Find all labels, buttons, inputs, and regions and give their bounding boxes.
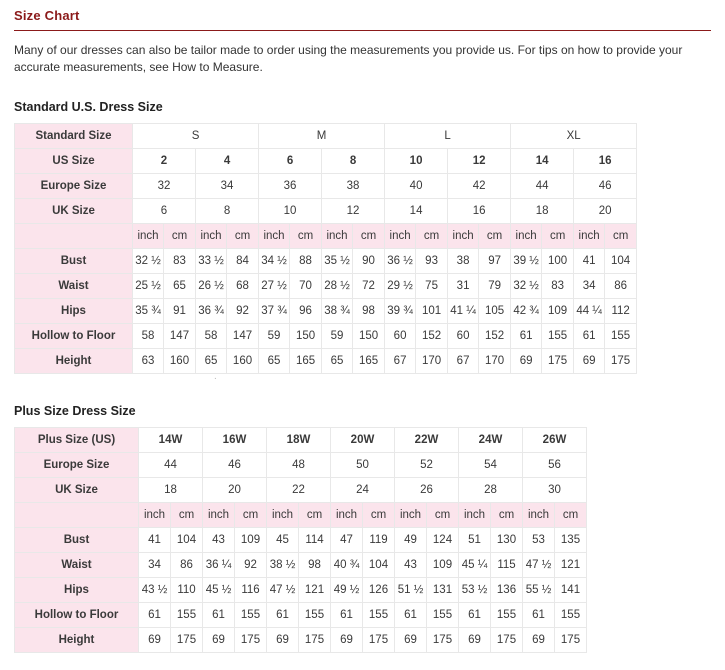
cell: 14W: [139, 428, 203, 453]
cell: 114: [299, 528, 331, 553]
cell: 69: [331, 628, 363, 653]
cell: 18W: [267, 428, 331, 453]
cell: 14: [385, 199, 448, 224]
cell: 31: [448, 274, 479, 299]
cell: 26W: [523, 428, 587, 453]
table-row: [15, 553, 587, 578]
cell: 69: [511, 349, 542, 374]
cell: 69: [459, 628, 491, 653]
cell: 155: [542, 324, 574, 349]
cell: 12: [448, 149, 511, 174]
cell: 22: [267, 478, 331, 503]
cell-unit: cm: [290, 224, 322, 249]
cell: 101: [416, 299, 448, 324]
cell: 18: [139, 478, 203, 503]
row-label-europe-size: Europe Size: [15, 453, 139, 478]
cell: 41 ¼: [448, 299, 479, 324]
cell-unit: cm: [479, 224, 511, 249]
cell: 93: [416, 249, 448, 274]
cell-unit: inch: [511, 224, 542, 249]
cell: 135: [555, 528, 587, 553]
cell: 105: [479, 299, 511, 324]
table-row: [15, 149, 637, 174]
cell: 126: [363, 578, 395, 603]
row-label-uk-size: UK Size: [15, 199, 133, 224]
cell: 61: [267, 603, 299, 628]
cell: 34 ½: [259, 249, 290, 274]
cell: 36 ¼: [203, 553, 235, 578]
cell: 65: [196, 349, 227, 374]
table-row-units: [15, 224, 637, 249]
table-row: [15, 199, 637, 224]
cell: 175: [491, 628, 523, 653]
cell: 131: [427, 578, 459, 603]
cell: 6: [259, 149, 322, 174]
cell: 45 ½: [203, 578, 235, 603]
cell: 155: [555, 603, 587, 628]
cell: 22W: [395, 428, 459, 453]
cell: 36 ½: [385, 249, 416, 274]
cell-unit: cm: [164, 224, 196, 249]
cell: 34: [196, 174, 259, 199]
cell: 155: [299, 603, 331, 628]
cell: 165: [290, 349, 322, 374]
cell: 42 ¾: [511, 299, 542, 324]
cell: 40: [385, 174, 448, 199]
cell: 155: [171, 603, 203, 628]
cell: 121: [555, 553, 587, 578]
cell: 98: [353, 299, 385, 324]
cell: 61: [331, 603, 363, 628]
cell-unit: cm: [235, 503, 267, 528]
table-row: [15, 478, 587, 503]
row-label-waist: Waist: [15, 553, 139, 578]
cell: 50: [331, 453, 395, 478]
cell: 10: [259, 199, 322, 224]
cell: 60: [448, 324, 479, 349]
spacer-dot: .: [214, 371, 217, 382]
cell: 47: [331, 528, 363, 553]
cell: 45: [267, 528, 299, 553]
table-row: [15, 299, 637, 324]
cell: 20: [203, 478, 267, 503]
cell-unit: inch: [395, 503, 427, 528]
cell: 43 ½: [139, 578, 171, 603]
cell: 67: [385, 349, 416, 374]
cell: 51 ½: [395, 578, 427, 603]
cell-unit: cm: [555, 503, 587, 528]
table-row: [15, 528, 587, 553]
cell: 44 ¼: [574, 299, 605, 324]
cell: 16: [448, 199, 511, 224]
cell: 175: [605, 349, 637, 374]
cell: 37 ¾: [259, 299, 290, 324]
cell: 75: [416, 274, 448, 299]
cell: 69: [395, 628, 427, 653]
cell: 41: [139, 528, 171, 553]
cell: 18: [511, 199, 574, 224]
cell: 38 ¾: [322, 299, 353, 324]
cell: 155: [363, 603, 395, 628]
cell: 175: [427, 628, 459, 653]
cell-unit: inch: [267, 503, 299, 528]
table-row: [15, 603, 587, 628]
cell: 24W: [459, 428, 523, 453]
cell: 41: [574, 249, 605, 274]
cell-unit: cm: [227, 224, 259, 249]
row-label-hollow-to-floor: Hollow to Floor: [15, 324, 133, 349]
cell: 110: [171, 578, 203, 603]
cell: 42: [448, 174, 511, 199]
cell: 26 ½: [196, 274, 227, 299]
cell: 28: [459, 478, 523, 503]
cell: 72: [353, 274, 385, 299]
cell: 24: [331, 478, 395, 503]
cell: 40 ¾: [331, 553, 363, 578]
cell: 44: [139, 453, 203, 478]
cell: 20W: [331, 428, 395, 453]
cell: 109: [542, 299, 574, 324]
cell: 36: [259, 174, 322, 199]
cell: 26: [395, 478, 459, 503]
cell: 35 ¾: [133, 299, 164, 324]
cell: 96: [290, 299, 322, 324]
row-label-europe-size: Europe Size: [15, 174, 133, 199]
row-label-hips: Hips: [15, 578, 139, 603]
cell: 16: [574, 149, 637, 174]
cell: 175: [363, 628, 395, 653]
cell: 150: [290, 324, 322, 349]
group-xl: XL: [511, 124, 637, 149]
cell: 147: [164, 324, 196, 349]
plus-section-title: Plus Size Dress Size: [14, 404, 136, 418]
cell: 6: [133, 199, 196, 224]
cell: 84: [227, 249, 259, 274]
page-title: Size Chart: [14, 0, 711, 31]
cell: 20: [574, 199, 637, 224]
cell: 39 ½: [511, 249, 542, 274]
cell: 34: [139, 553, 171, 578]
cell: 165: [353, 349, 385, 374]
cell: 16W: [203, 428, 267, 453]
cell: 92: [227, 299, 259, 324]
cell: 38 ½: [267, 553, 299, 578]
row-label-uk-size: UK Size: [15, 478, 139, 503]
table-row: [15, 428, 587, 453]
group-l: L: [385, 124, 511, 149]
cell: 65: [322, 349, 353, 374]
cell: 52: [395, 453, 459, 478]
table-row: [15, 628, 587, 653]
cell: 70: [290, 274, 322, 299]
cell: 47 ½: [523, 553, 555, 578]
cell: 45 ¼: [459, 553, 491, 578]
cell-unit: cm: [353, 224, 385, 249]
cell: 91: [164, 299, 196, 324]
cell-unit: inch: [133, 224, 164, 249]
row-label-units: [15, 503, 139, 528]
cell: 2: [133, 149, 196, 174]
cell: 51: [459, 528, 491, 553]
cell: 61: [574, 324, 605, 349]
cell: 14: [511, 149, 574, 174]
cell: 48: [267, 453, 331, 478]
cell: 61: [395, 603, 427, 628]
cell-unit: inch: [574, 224, 605, 249]
cell: 175: [171, 628, 203, 653]
cell: 147: [227, 324, 259, 349]
cell: 43: [203, 528, 235, 553]
row-label-waist: Waist: [15, 274, 133, 299]
cell: 27 ½: [259, 274, 290, 299]
cell: 160: [227, 349, 259, 374]
cell-unit: inch: [459, 503, 491, 528]
cell: 10: [385, 149, 448, 174]
cell: 29 ½: [385, 274, 416, 299]
cell: 109: [427, 553, 459, 578]
row-label-bust: Bust: [15, 528, 139, 553]
cell-unit: inch: [448, 224, 479, 249]
cell: 59: [259, 324, 290, 349]
cell: 86: [171, 553, 203, 578]
cell: 83: [164, 249, 196, 274]
cell-unit: inch: [259, 224, 290, 249]
cell-unit: inch: [196, 224, 227, 249]
cell: 112: [605, 299, 637, 324]
cell: 155: [427, 603, 459, 628]
cell: 53: [523, 528, 555, 553]
cell: 56: [523, 453, 587, 478]
cell: 175: [235, 628, 267, 653]
cell: 8: [196, 199, 259, 224]
cell: 61: [459, 603, 491, 628]
cell-unit: cm: [416, 224, 448, 249]
table-row: [15, 249, 637, 274]
table-row: [15, 174, 637, 199]
cell: 46: [574, 174, 637, 199]
cell: 60: [385, 324, 416, 349]
cell: 28 ½: [322, 274, 353, 299]
table-row: [15, 453, 587, 478]
cell: 34: [574, 274, 605, 299]
cell: 83: [542, 274, 574, 299]
cell: 49: [395, 528, 427, 553]
cell: 35 ½: [322, 249, 353, 274]
cell-unit: inch: [322, 224, 353, 249]
cell: 55 ½: [523, 578, 555, 603]
cell: 175: [555, 628, 587, 653]
cell: 100: [542, 249, 574, 274]
cell-unit: cm: [363, 503, 395, 528]
cell: 4: [196, 149, 259, 174]
cell-unit: inch: [523, 503, 555, 528]
cell-unit: inch: [331, 503, 363, 528]
cell: 25 ½: [133, 274, 164, 299]
cell-unit: cm: [491, 503, 523, 528]
cell: 175: [542, 349, 574, 374]
group-m: M: [259, 124, 385, 149]
cell-unit: inch: [385, 224, 416, 249]
standard-size-table: [14, 123, 637, 374]
cell: 38: [448, 249, 479, 274]
table-row: [15, 578, 587, 603]
cell: 46: [203, 453, 267, 478]
cell: 69: [203, 628, 235, 653]
intro-text: Many of our dresses can also be tailor made to order using the measurements you provide us. For tips on how to provide your accurate measurements, see How to Measure.: [14, 43, 683, 74]
cell: 69: [267, 628, 299, 653]
cell-unit: cm: [299, 503, 331, 528]
cell: 32: [133, 174, 196, 199]
cell: 36 ¾: [196, 299, 227, 324]
table-row: [15, 349, 637, 374]
cell: 61: [511, 324, 542, 349]
standard-section-title: Standard U.S. Dress Size: [14, 100, 163, 114]
cell: 32 ½: [511, 274, 542, 299]
cell: 58: [133, 324, 164, 349]
cell: 39 ¾: [385, 299, 416, 324]
plus-size-table: [14, 427, 587, 653]
row-label-hollow-to-floor: Hollow to Floor: [15, 603, 139, 628]
cell: 33 ½: [196, 249, 227, 274]
cell: 47 ½: [267, 578, 299, 603]
cell-unit: cm: [171, 503, 203, 528]
cell: 130: [491, 528, 523, 553]
cell: 119: [363, 528, 395, 553]
cell: 32 ½: [133, 249, 164, 274]
table-row: [15, 124, 637, 149]
cell: 65: [164, 274, 196, 299]
cell: 104: [605, 249, 637, 274]
cell: 136: [491, 578, 523, 603]
cell: 61: [523, 603, 555, 628]
cell: 69: [139, 628, 171, 653]
row-label-height: Height: [15, 628, 139, 653]
cell: 124: [427, 528, 459, 553]
cell: 69: [574, 349, 605, 374]
cell: 49 ½: [331, 578, 363, 603]
cell: 115: [491, 553, 523, 578]
cell: 170: [416, 349, 448, 374]
cell: 155: [605, 324, 637, 349]
cell: 104: [171, 528, 203, 553]
cell: 59: [322, 324, 353, 349]
cell: 109: [235, 528, 267, 553]
cell: 54: [459, 453, 523, 478]
row-label-bust: Bust: [15, 249, 133, 274]
cell: 67: [448, 349, 479, 374]
table-row: [15, 274, 637, 299]
cell: 92: [235, 553, 267, 578]
cell: 65: [259, 349, 290, 374]
cell: 8: [322, 149, 385, 174]
cell: 44: [511, 174, 574, 199]
cell-unit: cm: [605, 224, 637, 249]
cell: 68: [227, 274, 259, 299]
cell: 97: [479, 249, 511, 274]
table-row: [15, 324, 637, 349]
cell: 141: [555, 578, 587, 603]
cell: 170: [479, 349, 511, 374]
cell: 121: [299, 578, 331, 603]
cell: 98: [299, 553, 331, 578]
cell: 88: [290, 249, 322, 274]
cell: 152: [479, 324, 511, 349]
cell: 38: [322, 174, 385, 199]
row-label-plus-size: Plus Size (US): [15, 428, 139, 453]
cell: 63: [133, 349, 164, 374]
cell: 90: [353, 249, 385, 274]
cell: 69: [523, 628, 555, 653]
cell: 43: [395, 553, 427, 578]
cell: 30: [523, 478, 587, 503]
row-label-standard-size: Standard Size: [15, 124, 133, 149]
cell: 53 ½: [459, 578, 491, 603]
cell: 79: [479, 274, 511, 299]
row-label-units: [15, 224, 133, 249]
cell: 61: [139, 603, 171, 628]
row-label-height: Height: [15, 349, 133, 374]
row-label-hips: Hips: [15, 299, 133, 324]
cell: 152: [416, 324, 448, 349]
cell: 61: [203, 603, 235, 628]
group-s: S: [133, 124, 259, 149]
cell-unit: cm: [542, 224, 574, 249]
cell: 104: [363, 553, 395, 578]
cell: 175: [299, 628, 331, 653]
cell: 160: [164, 349, 196, 374]
cell: 12: [322, 199, 385, 224]
row-label-us-size: US Size: [15, 149, 133, 174]
cell: 58: [196, 324, 227, 349]
cell: 155: [235, 603, 267, 628]
cell: 150: [353, 324, 385, 349]
table-row-units: [15, 503, 587, 528]
cell: 86: [605, 274, 637, 299]
cell: 155: [491, 603, 523, 628]
cell-unit: cm: [427, 503, 459, 528]
cell-unit: inch: [139, 503, 171, 528]
cell-unit: inch: [203, 503, 235, 528]
cell: 116: [235, 578, 267, 603]
